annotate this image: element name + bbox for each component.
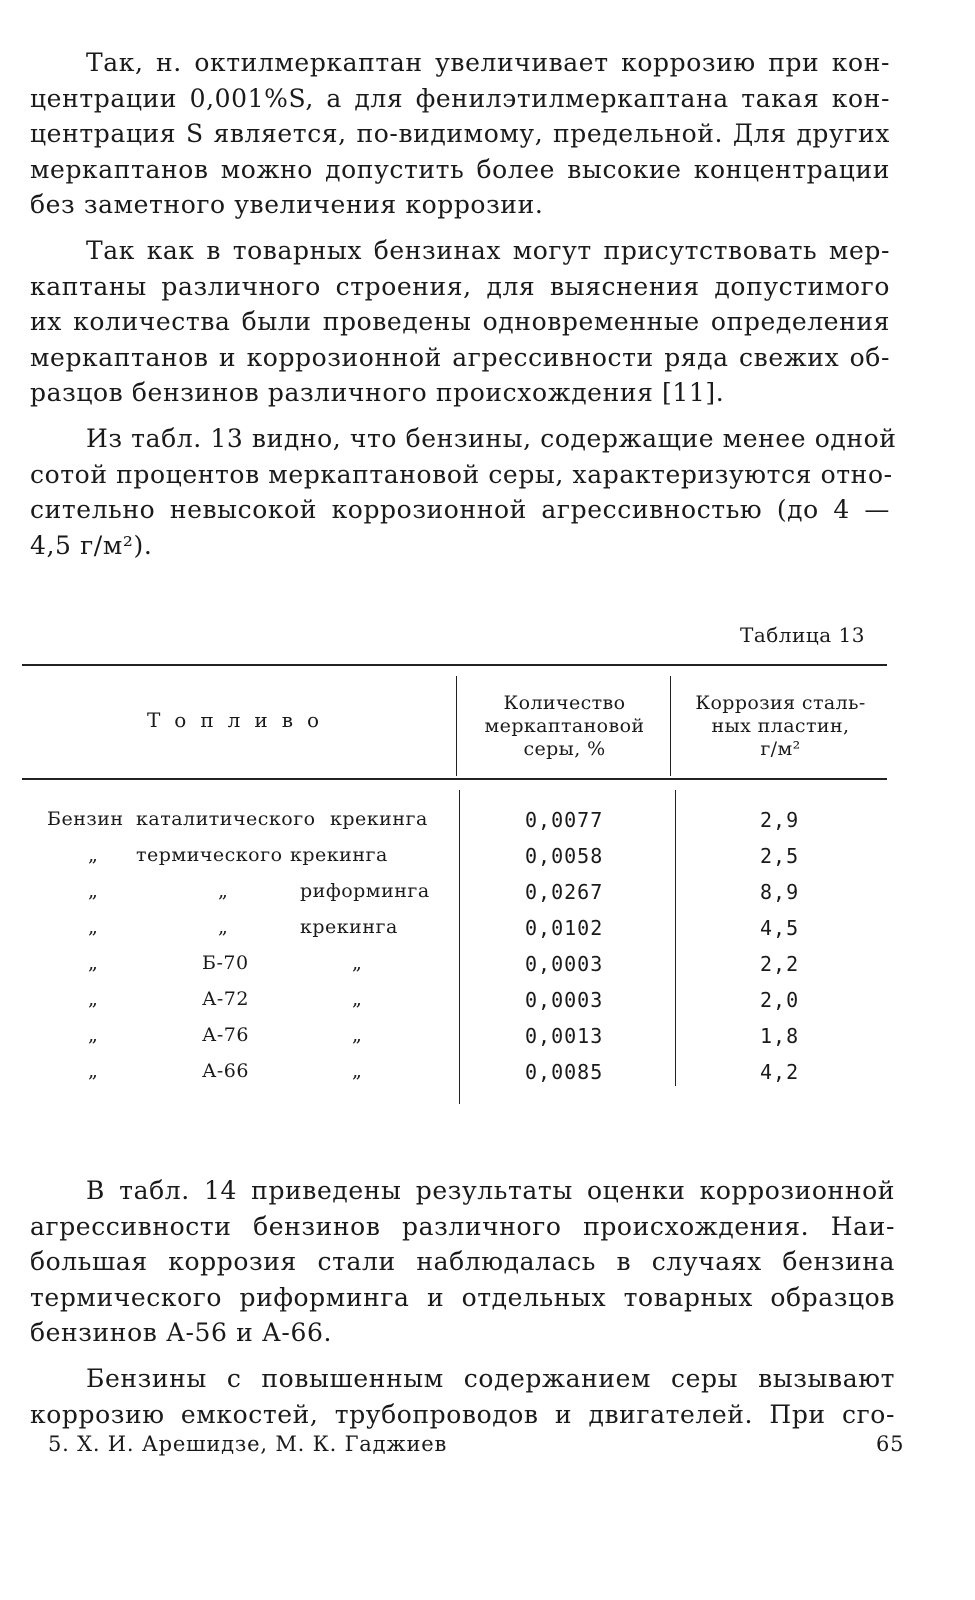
corrosion-value: 2,9: [760, 808, 800, 832]
paragraph-4: [30, 1173, 895, 1351]
corrosion-value: 4,2: [760, 1060, 800, 1084]
table-row: [0, 808, 975, 838]
paragraph-5: [30, 1361, 895, 1432]
fuel-type: риформинга: [300, 880, 430, 902]
ditto-mark: „: [352, 952, 363, 974]
sulfur-value: 0,0085: [525, 1060, 604, 1084]
text-line: коррозию емкостей, трубопроводов и двигателей. При сго-: [30, 1399, 895, 1429]
corrosion-value: 2,5: [760, 844, 800, 868]
ditto-mark: „: [88, 880, 99, 902]
header-fuel: Топливо: [146, 708, 334, 732]
footer-signature: 5. Х. И. Арешидзе, М. К. Гаджиев: [48, 1432, 448, 1456]
column-divider: [456, 676, 457, 776]
text-line: сотой процентов меркаптановой серы, характеризуются отно-: [30, 459, 893, 489]
paragraph-2: [30, 233, 890, 411]
text-line: разцов бензинов различного происхождения [11].: [30, 378, 725, 407]
ditto-mark: „: [88, 1024, 99, 1046]
paragraph-3: [30, 421, 897, 563]
ditto-mark: „: [88, 844, 99, 866]
text-line: Бензины с повышенным содержанием серы вызывают: [86, 1364, 895, 1393]
text-line: центрации 0,001%S, а для фенилэтилмеркаптана такая кон-: [30, 83, 890, 113]
header-corrosion: Коррозия сталь- ных пластин, г/м²: [695, 692, 866, 760]
table-row: [0, 916, 975, 946]
ditto-mark: „: [352, 1060, 363, 1082]
text-line: большая коррозия стали наблюдалась в случаях бензина: [30, 1247, 895, 1276]
table-row: [0, 988, 975, 1018]
text-line: без заметного увеличения коррозии.: [30, 190, 544, 219]
text-line: бензинов А-56 и А-66.: [30, 1318, 333, 1347]
text-line: Так как в товарных бензинах могут присутствовать мер-: [86, 236, 890, 265]
corrosion-value: 8,9: [760, 880, 800, 904]
text-line: их количества были проведены одновременные определения: [30, 307, 890, 336]
corrosion-value: 2,0: [760, 988, 800, 1012]
corrosion-value: 2,2: [760, 952, 800, 976]
corrosion-value: 4,5: [760, 916, 800, 940]
table-top-rule: [22, 664, 887, 666]
table-row: [0, 844, 975, 874]
ditto-mark: „: [88, 916, 99, 938]
text-line: меркаптанов можно допустить более высокие концентрации: [30, 154, 890, 184]
text-line: Так, н. октилмеркаптан увеличивает коррозию при кон-: [86, 48, 890, 77]
text-line: В табл. 14 приведены результаты оценки коррозионной: [86, 1176, 895, 1205]
fuel-grade: А-72: [202, 988, 249, 1010]
table-row: [0, 1024, 975, 1054]
ditto-mark: „: [218, 916, 229, 938]
table-row: [0, 880, 975, 910]
fuel-type: крекинга: [300, 916, 398, 938]
sulfur-value: 0,0267: [525, 880, 604, 904]
text-line: центрация S является, по-видимому, предельной. Для других: [30, 119, 890, 148]
paragraph-1: [30, 45, 890, 223]
header-sulfur: Количество меркаптановой серы, %: [484, 692, 645, 760]
fuel-word: Бензин: [47, 808, 124, 830]
table-caption: Таблица 13: [740, 623, 865, 647]
ditto-mark: „: [88, 988, 99, 1010]
text-line: Из табл. 13 видно, что бензины, содержащие менее одной: [86, 424, 897, 453]
text-line: каптаны различного строения, для выяснения допустимого: [30, 271, 890, 301]
sulfur-value: 0,0102: [525, 916, 604, 940]
ditto-mark: „: [352, 988, 363, 1010]
ditto-mark: „: [88, 1060, 99, 1082]
fuel-grade: А-66: [202, 1060, 249, 1082]
sulfur-value: 0,0013: [525, 1024, 604, 1048]
ditto-mark: „: [352, 1024, 363, 1046]
ditto-mark: „: [88, 952, 99, 974]
fuel-type: крекинга: [330, 808, 428, 830]
corrosion-value: 1,8: [760, 1024, 800, 1048]
page-number: 65: [876, 1432, 905, 1456]
fuel-process: каталитического: [136, 808, 316, 830]
column-divider: [670, 676, 671, 776]
table-row: [0, 1060, 975, 1090]
ditto-mark: „: [218, 880, 229, 902]
table-row: [0, 952, 975, 982]
sulfur-value: 0,0058: [525, 844, 604, 868]
sulfur-value: 0,0003: [525, 952, 604, 976]
text-line: меркаптанов и коррозионной агрессивности ряда свежих об-: [30, 342, 890, 372]
table-header-rule: [22, 778, 887, 780]
sulfur-value: 0,0003: [525, 988, 604, 1012]
text-line: сительно невысокой коррозионной агрессивностью (до 4 —: [30, 495, 890, 524]
fuel-process: термического: [136, 844, 283, 866]
fuel-type: крекинга: [290, 844, 388, 866]
fuel-grade: Б-70: [202, 952, 249, 974]
text-line: 4,5 г/м²).: [30, 530, 153, 560]
sulfur-value: 0,0077: [525, 808, 604, 832]
fuel-grade: А-76: [202, 1024, 249, 1046]
text-line: термического риформинга и отдельных товарных образцов: [30, 1282, 895, 1312]
text-line: агрессивности бензинов различного происхождения. Наи-: [30, 1211, 895, 1241]
